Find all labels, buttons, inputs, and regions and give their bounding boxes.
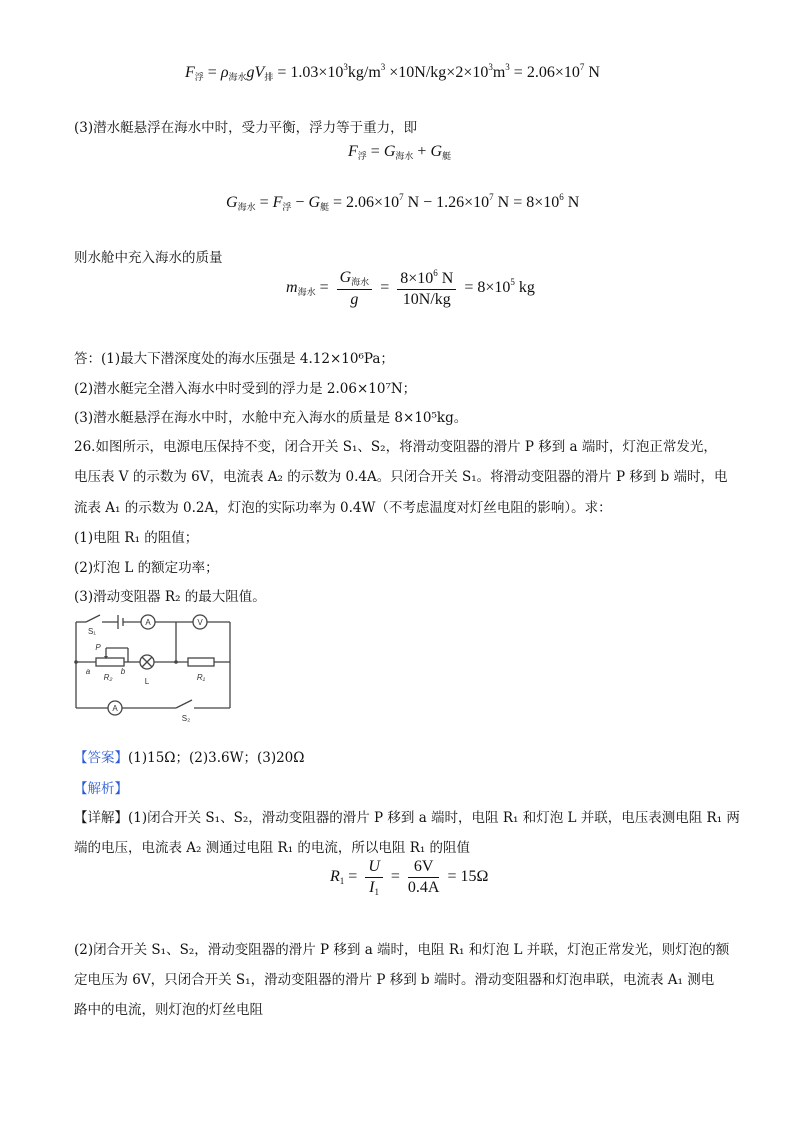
answer-line-1: 答：(1)最大下潜深度处的海水压强是 4.12×10⁶Pa； bbox=[74, 351, 394, 367]
detail-2-line-2: 定电压为 6V，只闭合开关 S₁，滑动变阻器的滑片 P 移到 b 端时。滑动变阻器和灯泡串联，电流表 A₁ 测电 bbox=[74, 972, 715, 988]
detail-2-line-3: 路中的电流，则灯泡的灯丝电阻 bbox=[74, 1002, 263, 1018]
detail-1-line-1 bbox=[74, 806, 740, 826]
label-voltmeter: V bbox=[197, 618, 203, 627]
rheostat-r2-body bbox=[96, 658, 124, 666]
resistor-r1-body bbox=[188, 658, 214, 666]
circuit-diagram bbox=[68, 610, 238, 726]
question-26-sub-3: (3)滑动变阻器 R₂ 的最大阻值。 bbox=[74, 589, 266, 605]
label-r1: R₁ bbox=[196, 673, 206, 682]
answer-line-2: (2)潜水艇完全潜入海水中时受到的浮力是 2.06×10⁷N； bbox=[74, 381, 417, 397]
analysis-tag: 【解析】 bbox=[74, 781, 128, 797]
label-s1: S₁ bbox=[87, 627, 97, 636]
formula-seawater-weight: $G_{海水} = F_浮 - G_艇 = 2.06\times 10^7$ $N - 1.26\times 10^7$ $N = 8\times 10^6$ N bbox=[226, 192, 580, 212]
switch-s2-blade bbox=[176, 700, 192, 708]
label-r2: R₂ bbox=[103, 673, 113, 682]
detail-2-line-1: (2)闭合开关 S₁、S₂，滑动变阻器的滑片 P 移到 a 端时，电阻 R₁ 和灯泡 L 并联，灯泡正常发光，则灯泡的额 bbox=[74, 942, 730, 958]
label-lamp: L bbox=[144, 677, 150, 686]
answer-tag: 【答案】 bbox=[74, 750, 128, 766]
formula-buoyancy: $F_浮 = \rho_{海水}gV_排 = 1.03\times 10^3kg/m^3 \times 10N/kg\times 2\times 10^3m^3 = 2.06\times 10^7$ N bbox=[185, 62, 600, 82]
detail-tag: 【详解】 bbox=[74, 810, 128, 826]
label-end-b: b bbox=[120, 667, 126, 676]
answer-block bbox=[74, 746, 304, 766]
paragraph-mass-intro: 则水舱中充入海水的质量 bbox=[74, 250, 223, 266]
question-26-sub-1: (1)电阻 R₁ 的阻值； bbox=[74, 530, 199, 546]
label-s2: S₂ bbox=[181, 714, 191, 723]
detail-1-line-2: 端的电压，电流表 A₂ 测通过电阻 R₁ 的电流，所以电阻 R₁ 的阻值 bbox=[74, 840, 471, 856]
label-end-a: a bbox=[85, 667, 91, 676]
answer-line-3: (3)潜水艇悬浮在海水中时，水舱中充入海水的质量是 8×10⁵kg。 bbox=[74, 410, 468, 426]
label-slider-p: P bbox=[95, 643, 101, 652]
question-26-sub-2: (2)灯泡 L 的额定功率； bbox=[74, 560, 219, 576]
answer-text: (1)15Ω；(2)3.6W；(3)20Ω bbox=[128, 750, 305, 766]
question-26-line-1: 26.如图所示，电源电压保持不变，闭合开关 S₁、S₂，将滑动变阻器的滑片 P 移到 a 端时，灯泡正常发光， bbox=[74, 439, 717, 455]
label-ammeter-a2: A bbox=[112, 704, 118, 713]
formula-r1: $R_1$ = $\frac{U}{I_1}$ = $\frac{6V}{0.4A}$ = 15Ω bbox=[330, 858, 489, 897]
paragraph-p3-intro: (3)潜水艇悬浮在海水中时，受力平衡，浮力等于重力，即 bbox=[74, 120, 418, 136]
question-26-line-2: 电压表 V 的示数为 6V，电流表 A₂ 的示数为 0.4A。只闭合开关 S₁。将滑动变阻器的滑片 P 移到 b 端时，电 bbox=[74, 469, 728, 485]
formula-seawater-mass: $m_{海水}$ = $\frac{G_{海水}}{g}$ = $\frac{8\times 10^6 N}{10N/kg}$ = $8\times 10^5$ kg bbox=[286, 268, 535, 308]
switch-s1-blade bbox=[86, 615, 100, 622]
label-ammeter-a1: A bbox=[145, 618, 151, 627]
question-26-line-3: 流表 A₁ 的示数为 0.2A，灯泡的实际功率为 0.4W（不考虑温度对灯丝电阻的影响）。求： bbox=[74, 500, 612, 516]
formula-balance: $F_浮 = G_{海水} + G_艇$ bbox=[348, 143, 452, 161]
detail-1-line-1-text: (1)闭合开关 S₁、S₂，滑动变阻器的滑片 P 移到 a 端时，电阻 R₁ 和灯泡 L 并联，电压表测电阻 R₁ 两 bbox=[128, 810, 740, 826]
